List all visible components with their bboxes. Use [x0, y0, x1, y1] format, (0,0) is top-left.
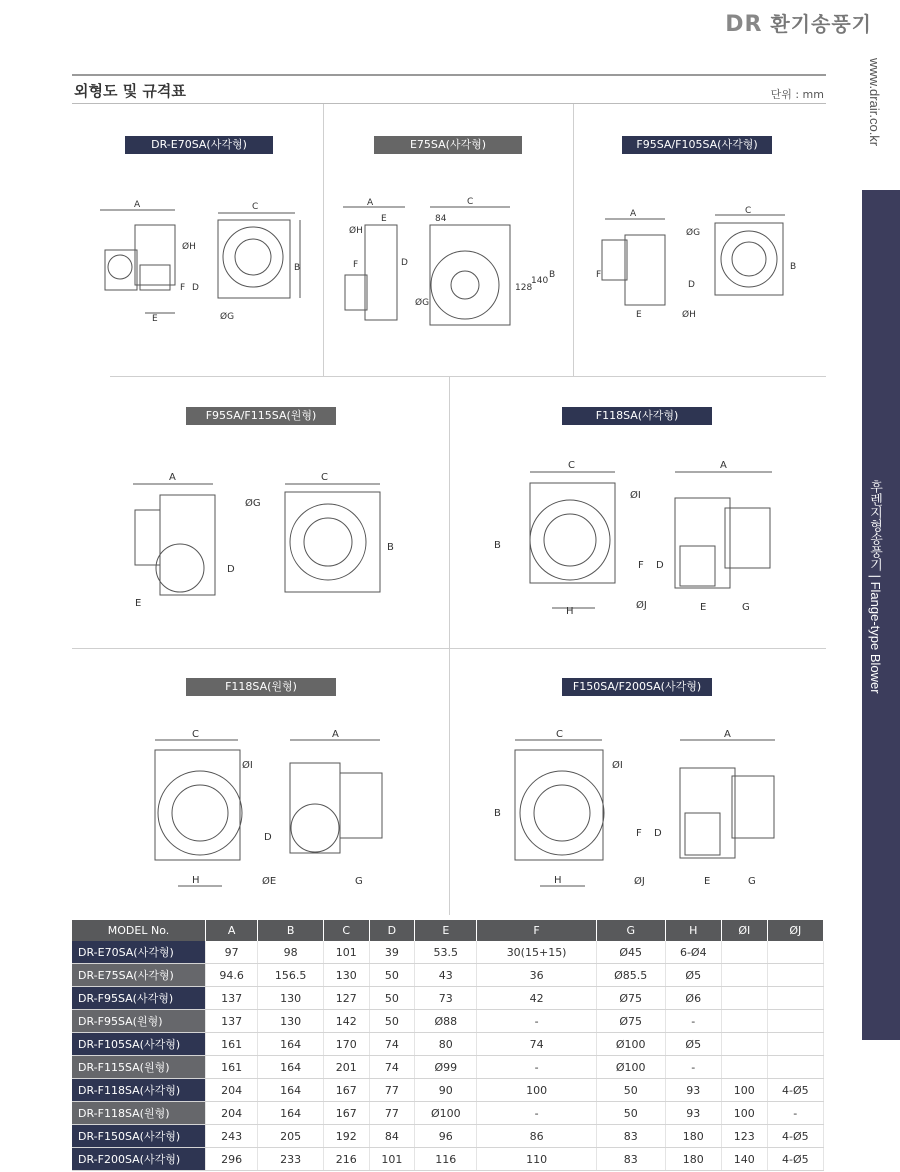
dim-label: ØI: [612, 760, 623, 771]
spec-cell: 42: [477, 987, 596, 1010]
spec-cell: 140: [721, 1148, 767, 1171]
spec-cell: -: [477, 1102, 596, 1125]
dim-label: ØJ: [634, 876, 645, 887]
spec-cell: 93: [665, 1102, 721, 1125]
dim-label: 84: [435, 214, 447, 224]
col-header: B: [258, 920, 324, 941]
inlet-ring: [451, 271, 479, 299]
model-cell: DR-E70SA(사각형): [72, 941, 206, 964]
spec-cell: Ø85.5: [596, 964, 665, 987]
housing-front: [530, 483, 615, 583]
spec-cell: [721, 1033, 767, 1056]
table-row: [72, 964, 824, 987]
spec-cell: [721, 964, 767, 987]
spec-cell: 4-Ø5: [767, 1125, 823, 1148]
spec-cell: 6-Ø4: [665, 941, 721, 964]
dim-label: ØH: [682, 310, 696, 320]
motor-flange: [108, 255, 132, 279]
table-row: [72, 1056, 824, 1079]
spec-cell: 4-Ø5: [767, 1148, 823, 1171]
spec-cell: Ø99: [415, 1056, 477, 1079]
dim-label: C: [467, 197, 474, 207]
housing-front: [218, 220, 290, 298]
spec-cell: 86: [477, 1125, 596, 1148]
dim-label: G: [355, 876, 363, 887]
motor-body: [340, 773, 382, 838]
spec-cell: 100: [721, 1079, 767, 1102]
housing-side: [135, 225, 175, 285]
spec-cell: 93: [665, 1079, 721, 1102]
spec-cell: 74: [477, 1033, 596, 1056]
impeller-ring: [520, 771, 604, 855]
brand-text: 환기송풍기: [770, 12, 872, 36]
spec-cell: 180: [665, 1125, 721, 1148]
outlet-flange: [685, 813, 720, 855]
inlet-ring: [172, 785, 228, 841]
col-header: D: [369, 920, 415, 941]
housing-side: [365, 225, 397, 320]
spec-cell: 156.5: [258, 964, 324, 987]
divider: [573, 104, 574, 376]
spec-cell: 243: [206, 1125, 258, 1148]
model-cell: DR-F200SA(사각형): [72, 1148, 206, 1171]
spec-cell: 201: [323, 1056, 369, 1079]
spec-cell: [767, 1010, 823, 1033]
spec-cell: -: [665, 1056, 721, 1079]
spec-cell: 80: [415, 1033, 477, 1056]
spec-cell: 90: [415, 1079, 477, 1102]
dim-label: ØE: [262, 876, 277, 887]
dim-label: E: [152, 314, 158, 324]
dim-label: A: [134, 200, 141, 210]
diagram-label: F95SA/F115SA(원형): [186, 407, 336, 425]
dim-label: G: [748, 876, 756, 887]
brand-logo: [725, 8, 872, 37]
col-header: C: [323, 920, 369, 941]
diagram-label: E75SA(사각형): [374, 136, 522, 154]
spec-cell: [767, 964, 823, 987]
spec-cell: 53.5: [415, 941, 477, 964]
spec-cell: 100: [721, 1102, 767, 1125]
spec-cell: 43: [415, 964, 477, 987]
impeller-ring: [530, 500, 610, 580]
dim-label: 128: [515, 283, 533, 293]
spec-cell: 192: [323, 1125, 369, 1148]
diagram-label: F150SA/F200SA(사각형): [562, 678, 712, 696]
spec-cell: 50: [369, 987, 415, 1010]
spec-cell: 164: [258, 1079, 324, 1102]
spec-cell: 96: [415, 1125, 477, 1148]
dim-label: C: [192, 729, 199, 740]
diagram-f95sa-f105sa: [590, 205, 815, 330]
spec-cell: 130: [323, 964, 369, 987]
side-tab-text: 후렌지형송풍기 | Flange-type Blower: [868, 480, 883, 694]
spec-cell: [767, 1056, 823, 1079]
housing-side: [625, 235, 665, 305]
dim-label: B: [294, 263, 301, 273]
website-url: www.drair.co.kr: [867, 58, 882, 147]
spec-cell: 94.6: [206, 964, 258, 987]
spec-cell: 161: [206, 1056, 258, 1079]
model-cell: DR-E75SA(사각형): [72, 964, 206, 987]
dim-label: D: [688, 280, 695, 290]
spec-cell: Ø75: [596, 987, 665, 1010]
dim-label: H: [554, 875, 562, 886]
spec-cell: 170: [323, 1033, 369, 1056]
section-sub-rule: [72, 103, 826, 104]
diagram-e75sa: [335, 195, 565, 335]
spec-cell: [767, 941, 823, 964]
model-cell: DR-F118SA(사각형): [72, 1079, 206, 1102]
spec-cell: 216: [323, 1148, 369, 1171]
model-cell: DR-F118SA(원형): [72, 1102, 206, 1125]
spec-cell: Ø100: [596, 1056, 665, 1079]
col-header: A: [206, 920, 258, 941]
spec-cell: 39: [369, 941, 415, 964]
diagram-f118sa-square: [490, 458, 790, 623]
dim-label: B: [494, 808, 501, 819]
spec-cell: 101: [369, 1148, 415, 1171]
table-row: [72, 1125, 824, 1148]
dim-label: F: [636, 828, 642, 839]
spec-cell: 164: [258, 1033, 324, 1056]
diagram-label: F118SA(원형): [186, 678, 336, 696]
motor-body: [135, 510, 160, 565]
divider: [110, 376, 826, 377]
spec-cell: Ø88: [415, 1010, 477, 1033]
spec-cell: 4-Ø5: [767, 1079, 823, 1102]
col-header: ØI: [721, 920, 767, 941]
spec-cell: [721, 1056, 767, 1079]
dim-label: 140: [531, 276, 549, 286]
spec-cell: 180: [665, 1148, 721, 1171]
spec-cell: 36: [477, 964, 596, 987]
spec-cell: 77: [369, 1102, 415, 1125]
spec-cell: 77: [369, 1079, 415, 1102]
table-row: [72, 987, 824, 1010]
spec-cell: [721, 1010, 767, 1033]
dim-label: C: [568, 460, 575, 471]
table-row: [72, 1033, 824, 1056]
housing-front: [515, 750, 603, 860]
dim-label: E: [636, 310, 642, 320]
spec-cell: 84: [369, 1125, 415, 1148]
dim-label: B: [549, 270, 556, 280]
spec-cell: 50: [369, 1010, 415, 1033]
spec-cell: 50: [596, 1079, 665, 1102]
spec-cell: Ø6: [665, 987, 721, 1010]
table-row: [72, 1102, 824, 1125]
table-row: [72, 1010, 824, 1033]
col-header: F: [477, 920, 596, 941]
divider: [323, 104, 324, 376]
dim-label: F: [180, 283, 186, 293]
impeller-ring: [721, 231, 777, 287]
spec-cell: 123: [721, 1125, 767, 1148]
diagram-f118sa-round: [130, 728, 415, 893]
housing-side: [675, 498, 730, 588]
spec-cell: 161: [206, 1033, 258, 1056]
spec-cell: 167: [323, 1079, 369, 1102]
inlet-ring: [544, 514, 596, 566]
table-row: [72, 1079, 824, 1102]
model-cell: DR-F95SA(사각형): [72, 987, 206, 1010]
dim-label: H: [192, 875, 200, 886]
brand-mark: DR: [725, 12, 763, 37]
dim-label: B: [790, 262, 797, 272]
dim-label: F: [638, 560, 644, 571]
diagram-e70sa: [90, 195, 310, 330]
dim-label: E: [704, 876, 711, 887]
dim-label: ØG: [245, 498, 261, 509]
outlet-flange: [680, 546, 715, 586]
spec-cell: Ø100: [415, 1102, 477, 1125]
dim-label: ØH: [349, 226, 363, 236]
dim-label: ØH: [182, 242, 196, 252]
dim-label: D: [192, 283, 199, 293]
table-body: [72, 941, 824, 1171]
motor-body: [725, 508, 770, 568]
col-header: MODEL No.: [72, 920, 206, 941]
spec-cell: 137: [206, 1010, 258, 1033]
impeller-ring: [431, 251, 499, 319]
model-cell: DR-F95SA(원형): [72, 1010, 206, 1033]
section-title: 외형도 및 규격표: [74, 82, 186, 100]
col-header: ØJ: [767, 920, 823, 941]
model-cell: DR-F150SA(사각형): [72, 1125, 206, 1148]
col-header: H: [665, 920, 721, 941]
col-header: E: [415, 920, 477, 941]
spec-cell: 73: [415, 987, 477, 1010]
spec-cell: 97: [206, 941, 258, 964]
spec-cell: 204: [206, 1102, 258, 1125]
dim-label: F: [353, 260, 359, 270]
dim-label: G: [742, 602, 750, 613]
divider: [72, 648, 826, 649]
spec-cell: 142: [323, 1010, 369, 1033]
dim-label: A: [332, 729, 339, 740]
spec-cell: 30(15+15): [477, 941, 596, 964]
spec-cell: [767, 1033, 823, 1056]
motor-body: [732, 776, 774, 838]
diagram-label: F95SA/F105SA(사각형): [622, 136, 772, 154]
spec-table: [72, 920, 824, 1171]
table-row: [72, 1148, 824, 1171]
dim-label: ØI: [630, 490, 641, 501]
spec-cell: 204: [206, 1079, 258, 1102]
outlet-ring: [156, 544, 204, 592]
dim-label: H: [566, 606, 574, 617]
dim-label: C: [321, 472, 328, 483]
dim-label: C: [252, 202, 259, 212]
inlet-ring: [304, 518, 352, 566]
spec-cell: 50: [369, 964, 415, 987]
spec-cell: Ø100: [596, 1033, 665, 1056]
spec-cell: [721, 987, 767, 1010]
spec-cell: 116: [415, 1148, 477, 1171]
inlet-ring: [235, 239, 271, 275]
spec-cell: -: [665, 1010, 721, 1033]
dim-label: B: [494, 540, 501, 551]
spec-cell: 164: [258, 1056, 324, 1079]
spec-cell: [767, 987, 823, 1010]
diagram-label: DR-E70SA(사각형): [125, 136, 273, 154]
dim-label: D: [227, 564, 235, 575]
diagram-label: F118SA(사각형): [562, 407, 712, 425]
dim-label: D: [264, 832, 272, 843]
dim-label: D: [401, 258, 408, 268]
dim-label: E: [700, 602, 707, 613]
dim-label: ØG: [415, 298, 430, 308]
spec-cell: 137: [206, 987, 258, 1010]
divider: [449, 377, 450, 915]
spec-cell: Ø5: [665, 964, 721, 987]
dim-label: C: [745, 206, 752, 216]
dim-label: A: [720, 460, 727, 471]
dim-label: D: [654, 828, 662, 839]
spec-cell: 296: [206, 1148, 258, 1171]
inlet-ring: [732, 242, 766, 276]
model-cell: DR-F115SA(원형): [72, 1056, 206, 1079]
spec-cell: 130: [258, 1010, 324, 1033]
spec-cell: 74: [369, 1033, 415, 1056]
spec-cell: 164: [258, 1102, 324, 1125]
table-row: [72, 941, 824, 964]
dim-label: ØI: [242, 760, 253, 771]
spec-cell: Ø45: [596, 941, 665, 964]
spec-cell: [721, 941, 767, 964]
dim-label: ØG: [220, 312, 235, 322]
spec-cell: 100: [477, 1079, 596, 1102]
dim-label: A: [724, 729, 731, 740]
impeller-ring: [223, 227, 283, 287]
spec-cell: 98: [258, 941, 324, 964]
spec-cell: 50: [596, 1102, 665, 1125]
dim-label: A: [169, 472, 176, 483]
dim-label: C: [556, 729, 563, 740]
spec-cell: -: [767, 1102, 823, 1125]
motor-body: [602, 240, 627, 280]
spec-cell: 83: [596, 1125, 665, 1148]
spec-cell: 205: [258, 1125, 324, 1148]
dim-label: B: [387, 542, 394, 553]
dim-label: ØG: [686, 228, 701, 238]
dim-label: E: [135, 598, 142, 609]
spec-cell: 83: [596, 1148, 665, 1171]
col-header: G: [596, 920, 665, 941]
model-cell: DR-F105SA(사각형): [72, 1033, 206, 1056]
dim-label: E: [381, 214, 387, 224]
section-top-rule: [72, 74, 826, 76]
dim-label: ØJ: [636, 600, 647, 611]
spec-cell: Ø75: [596, 1010, 665, 1033]
spec-cell: 167: [323, 1102, 369, 1125]
spec-cell: 233: [258, 1148, 324, 1171]
diagram-f95sa-f115sa-round: [125, 470, 415, 620]
spec-cell: 101: [323, 941, 369, 964]
spec-cell: 127: [323, 987, 369, 1010]
dim-label: A: [367, 198, 374, 208]
spec-cell: 130: [258, 987, 324, 1010]
outlet-flange: [140, 265, 170, 290]
diagram-f150sa-f200sa: [490, 728, 790, 893]
housing-side: [290, 763, 340, 853]
impeller-ring: [290, 504, 366, 580]
impeller-ring: [158, 771, 242, 855]
table-header-row: [72, 920, 824, 941]
spec-cell: Ø5: [665, 1033, 721, 1056]
spec-cell: -: [477, 1010, 596, 1033]
motor-body: [105, 250, 137, 290]
housing-front: [715, 223, 783, 295]
spec-cell: 74: [369, 1056, 415, 1079]
outlet-ring: [291, 804, 339, 852]
dim-label: A: [630, 209, 637, 219]
inlet-ring: [534, 785, 590, 841]
unit-label: 단위 : mm: [770, 88, 824, 101]
dim-label: F: [596, 270, 602, 280]
motor-body: [345, 275, 367, 310]
spec-cell: 110: [477, 1148, 596, 1171]
spec-cell: -: [477, 1056, 596, 1079]
dim-label: D: [656, 560, 664, 571]
